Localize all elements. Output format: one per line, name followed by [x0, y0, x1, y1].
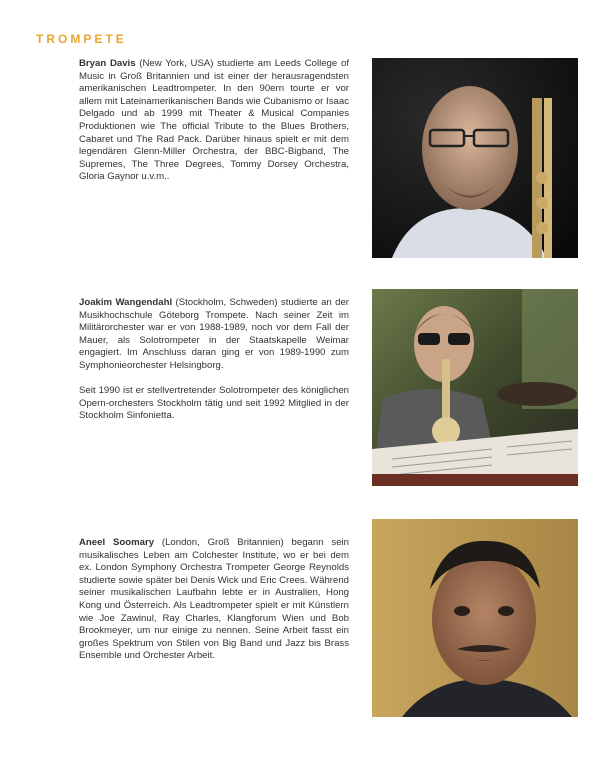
bio-paragraph: Seit 1990 ist er stellvertretender Solotrompeter des königlichen Opern-orchesters Stockholm tätig und seit 1992 Mitglied in der Stockholm Sinfonietta.	[79, 385, 349, 422]
bio-bryan-davis	[79, 58, 349, 197]
musician-name: Bryan Davis	[79, 58, 136, 69]
musician-name: Aneel Soomary	[79, 537, 155, 548]
bio-text: (London, Groß Britannien) begann sein musikalisches Leben am Colchester Institute, wo er bei dem ex. London Symphony Orchestra Trompeter George Reynolds studierte sowie später bei Denis Wick und Eric Crees. Während seiner musikalischen Laufbahn lebte er in Australien, Hong Kong und Österreich. Als Leadtrompeter spielt er mit Künstlern wie Joe Zawinul, Ray Charles, Klangforum Wien und Bob Brookmeyer, um nur einige zu nennen. Seine Arbeit fasst ein großes Spektrum von Stilen von Big Band und Jazz bis Brass Ensemble und Orchester Arbeit.	[79, 537, 349, 662]
bio-paragraph	[79, 297, 349, 373]
bio-paragraph	[79, 58, 349, 184]
bio-text: (New York, USA) studierte am Leeds College of Music in Groß Britannien und ist einer der herausragendsten amerikanischen Leadtrompeter. In den 90ern tourte er vor allem mit Lateinamerikanischen Bands wie Cubanismo or Isaac Delgado und ab 1999 mit Theater & Musical Companies Produktionen wie The official Tribute to the Blues Brothers, Cabaret und The Rad Pack. Darüber hinaus spielt er mit dem legendären Glenn-Miller Orchestra, der BBC-Bigband, The Supremes, The Three Degrees, Tommy Dorsey Orchestra, Gloria Gaynor u.v.m..	[79, 58, 349, 183]
bio-text: (Stockholm, Schweden) studierte an der Musikhochschule Göteborg Trompete. Nach seiner Zeit im Militärorchester war er von 1988-1989, noch vor dem Fall der Mauer, als Solotrompeter in der Staatskapelle Weimar engagiert. Im Anschluss daran ging er von 1989-1990 zum Symphonieorchester Helsingborg.	[79, 297, 349, 371]
section-title: TROMPETE	[36, 32, 127, 46]
photo-bryan-davis	[372, 58, 578, 258]
bio-paragraph	[79, 537, 349, 663]
photo-joakim-wangendahl	[372, 289, 578, 486]
musician-name: Joakim Wangendahl	[79, 297, 173, 308]
bio-aneel-soomary	[79, 537, 349, 676]
bio-joakim-wangendahl	[79, 297, 349, 436]
photo-aneel-soomary	[372, 519, 578, 717]
